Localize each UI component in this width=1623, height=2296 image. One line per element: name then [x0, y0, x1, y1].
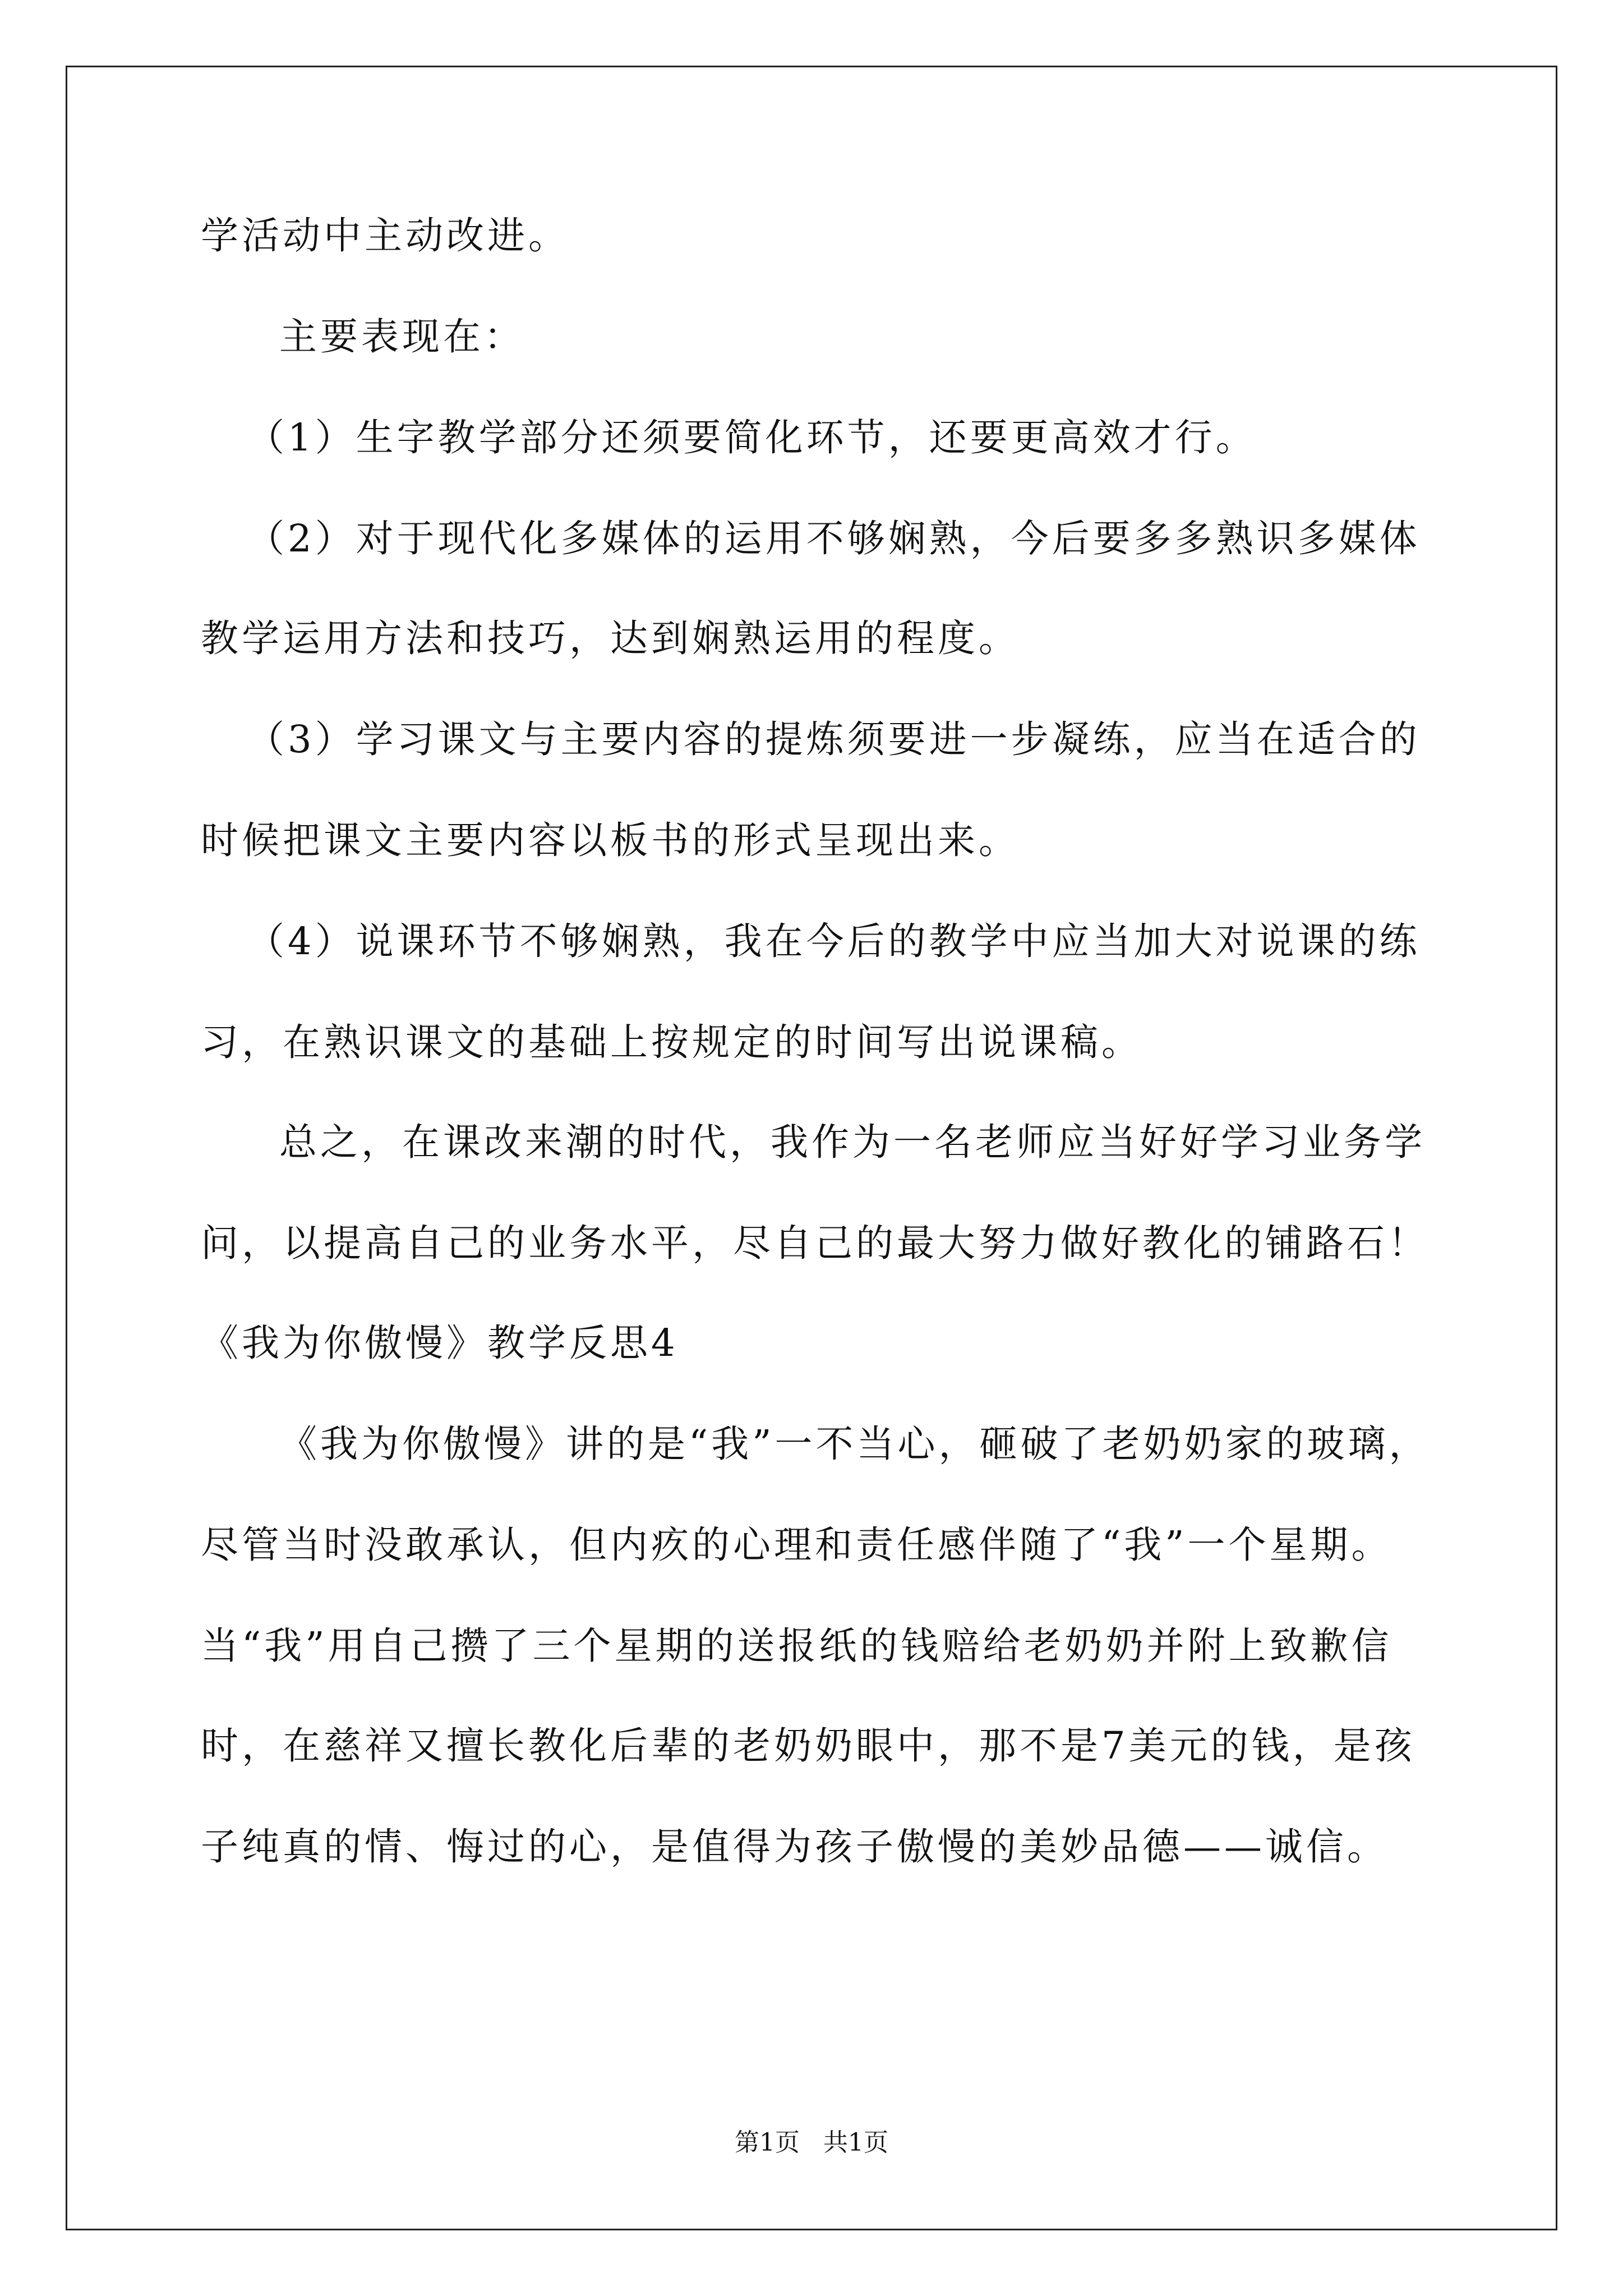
paragraph-line: 总之，在课改来潮的时代，我作为一名老师应当好好学习业务学	[279, 1120, 1426, 1164]
paragraph-line: 问，以提高自己的业务水平，尽自己的最大努力做好教化的铺路石！	[201, 1221, 1429, 1265]
page-number-footer: 第1页 共1页	[735, 2128, 888, 2157]
paragraph-line: （2）对于现代化多媒体的运用不够娴熟，今后要多多熟识多媒体	[247, 517, 1421, 560]
paragraph-line: 学活动中主动改进。	[201, 214, 569, 257]
paragraph-line: 尽管当时没敢承认，但内疚的心理和责任感伴随了“我”一个星期。	[201, 1523, 1393, 1567]
paragraph-line: 教学运用方法和技巧，达到娴熟运用的程度。	[201, 616, 1020, 660]
paragraph-line: （4）说课环节不够娴熟，我在今后的教学中应当加大对说课的练	[247, 919, 1421, 963]
paragraph-line: （3）学习课文与主要内容的提炼须要进一步凝练，应当在适合的	[247, 717, 1421, 761]
paragraph-line: 时，在慈祥又擅长教化后辈的老奶奶眼中，那不是7美元的钱，是孩	[201, 1724, 1415, 1768]
paragraph-line: （1）生字教学部分还须要简化环节，还要更高效才行。	[247, 416, 1257, 459]
paragraph-line: 子纯真的情、悔过的心，是值得为孩子傲慢的美妙品德——诚信。	[201, 1825, 1388, 1869]
paragraph-line: 《我为你傲慢》讲的是“我”一不当心，砸破了老奶奶家的玻璃，	[279, 1422, 1430, 1466]
paragraph-line: 习，在熟识课文的基础上按规定的时间写出说课稿。	[201, 1020, 1142, 1064]
paragraph-line: 时候把课文主要内容以板书的形式呈现出来。	[201, 818, 1020, 862]
paragraph-line: 当“我”用自己攒了三个星期的送报纸的钱赔给老奶奶并附上致歉信	[201, 1624, 1393, 1668]
paragraph-line: 主要表现在：	[279, 315, 525, 358]
section-heading: 《我为你傲慢》教学反思4	[201, 1321, 679, 1365]
